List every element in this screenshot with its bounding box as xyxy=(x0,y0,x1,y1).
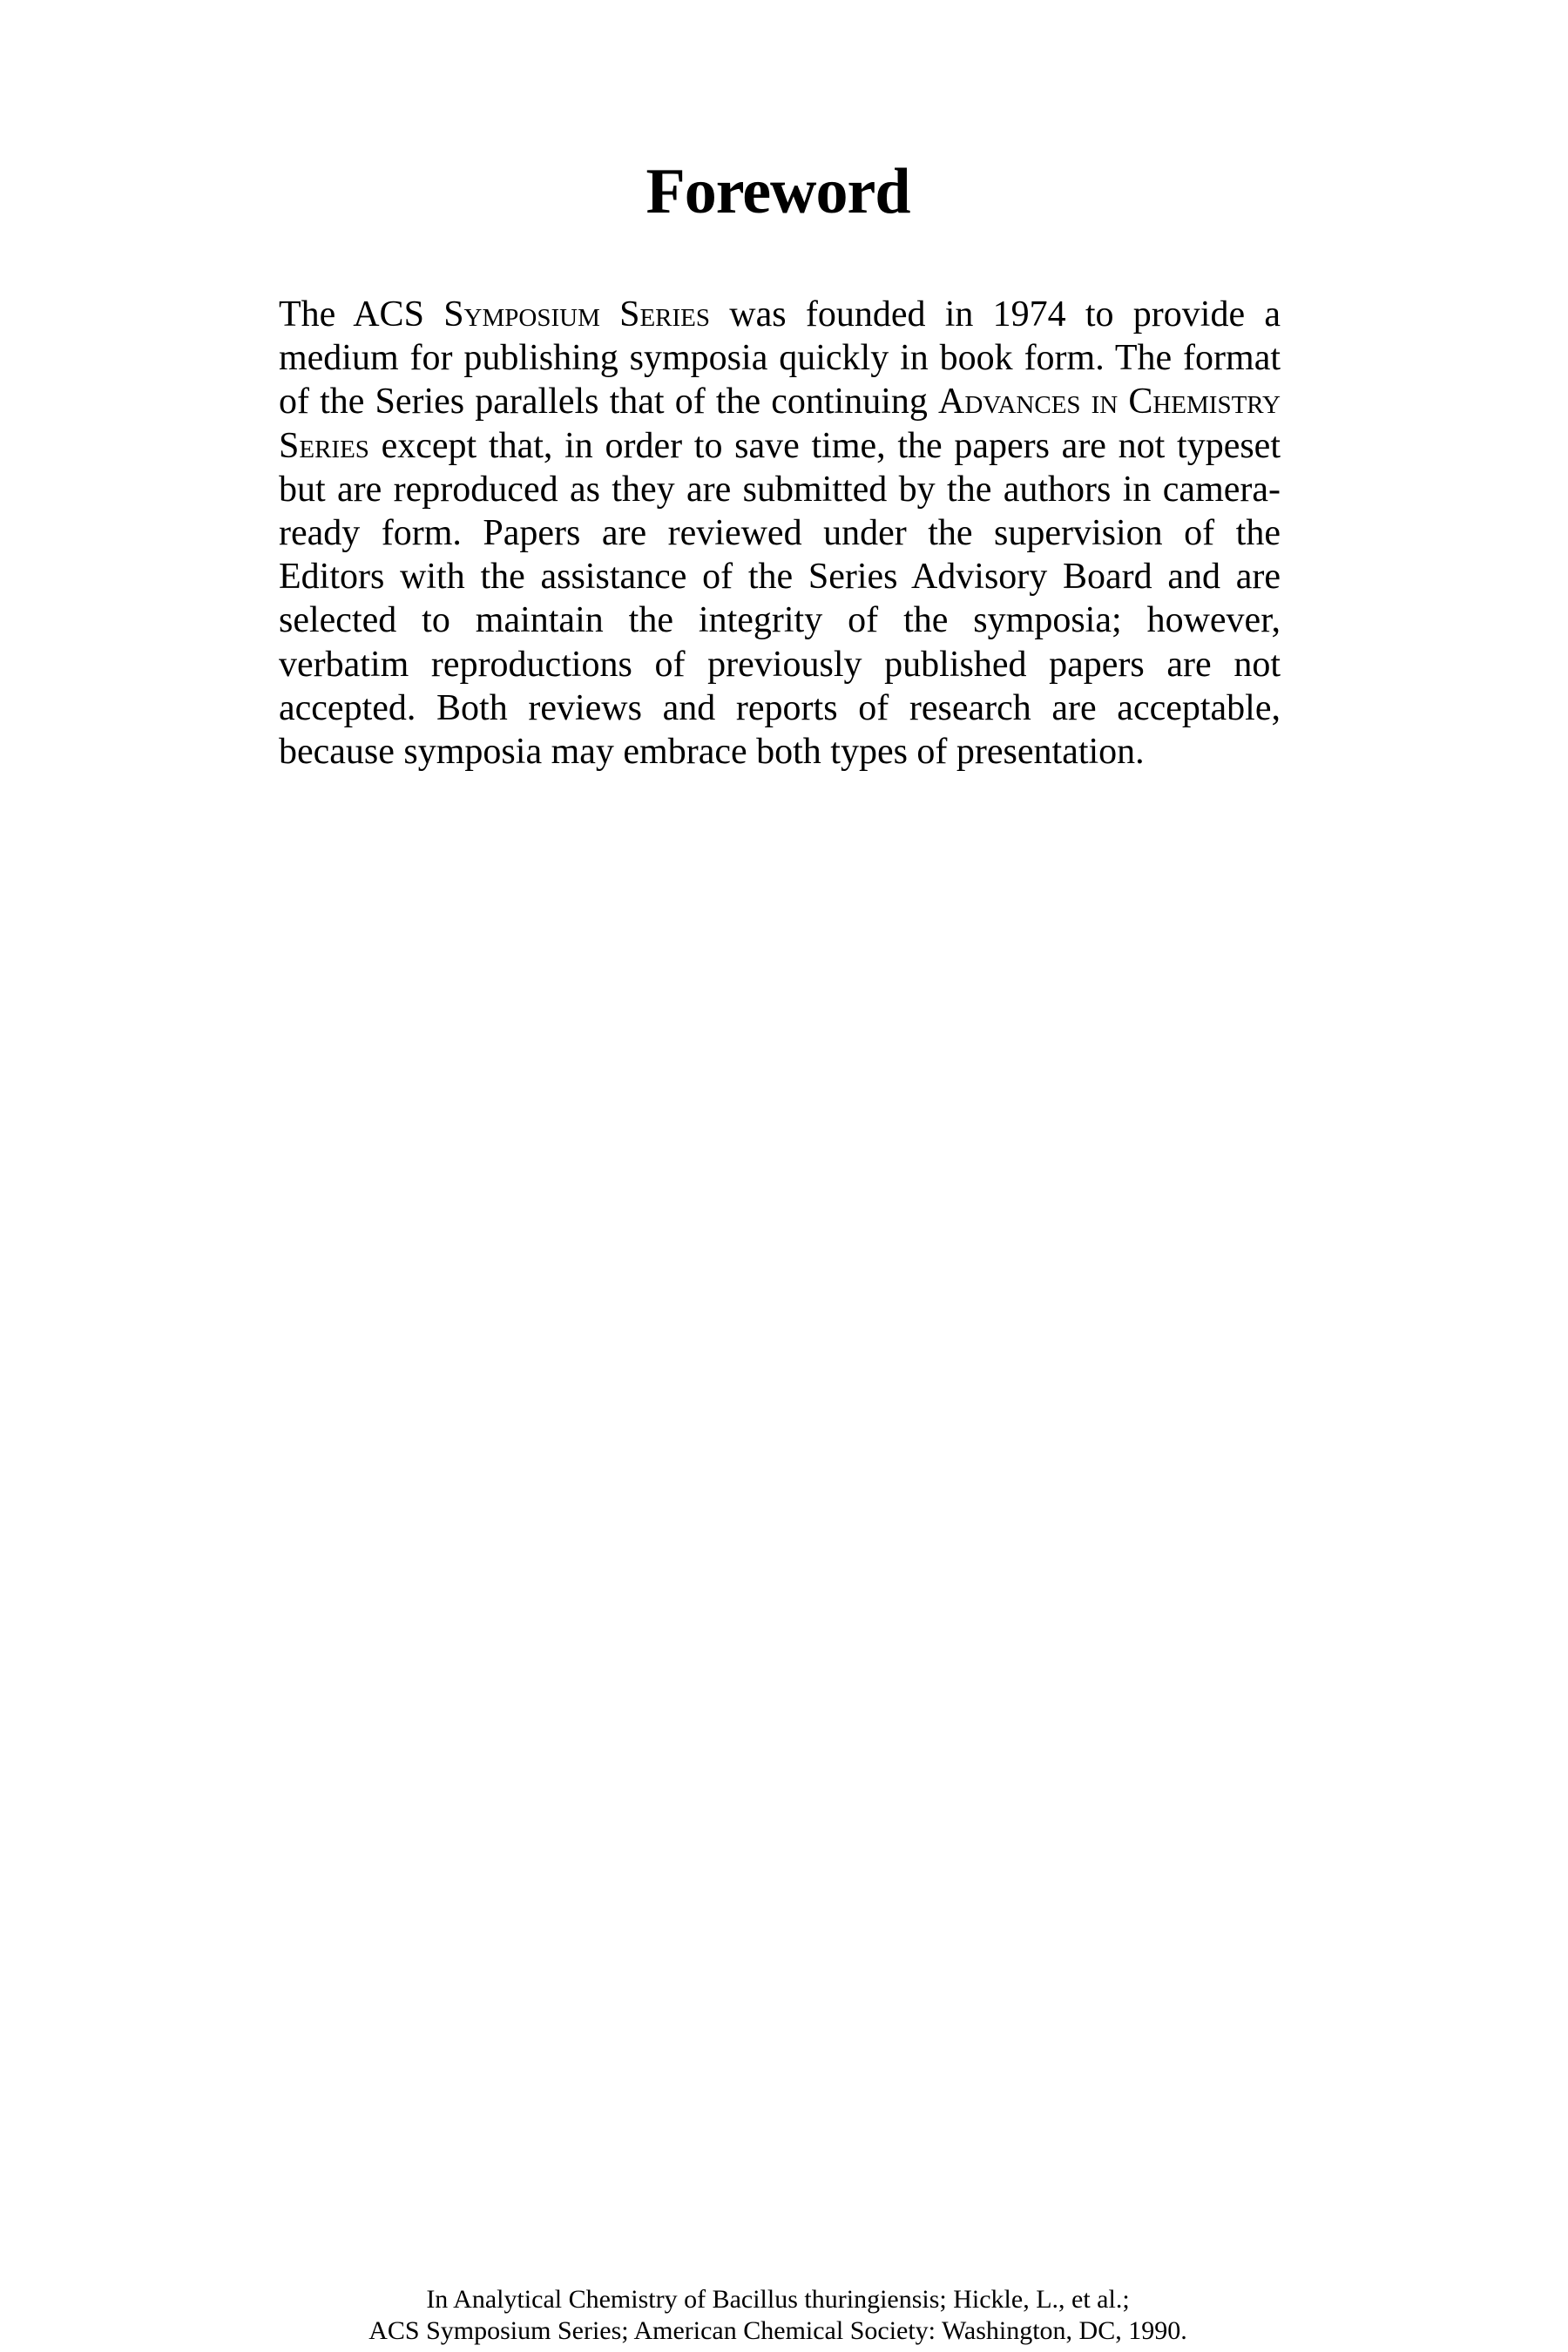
foreword-paragraph xyxy=(279,293,1281,774)
series-name-advances: Advances in Chemistry Series xyxy=(279,382,1281,466)
paragraph-text-middle: was founded in 1974 to provide a medium for publishing symposia quickly in book form. The format of the Series parallels that of the continuing xyxy=(279,294,1281,422)
citation-line-2: ACS Symposium Series; American Chemical Society: Washington, DC, 1990. xyxy=(368,2316,1187,2345)
page-title: Foreword xyxy=(645,156,910,227)
paragraph-text-start: The ACS xyxy=(279,294,444,335)
series-name-symposium: Symposium Series xyxy=(443,294,711,335)
citation-footer xyxy=(0,2284,1556,2347)
paragraph-text-end: except that, in order to save time, the papers are not typeset but are reproduced as they are submitted by the authors in camera-ready form. Papers are reviewed under the supervision of the Editors with the assistance of the Series Advisory Board and are selected to maintain the integrity of the symposia; however, verbatim reproductions of previously published papers are not accepted. Both reviews and reports of research are acceptable, because symposia may embrace both types of presentation. xyxy=(279,425,1281,773)
citation-line-1: In Analytical Chemistry of Bacillus thuringiensis; Hickle, L., et al.; xyxy=(426,2285,1130,2314)
